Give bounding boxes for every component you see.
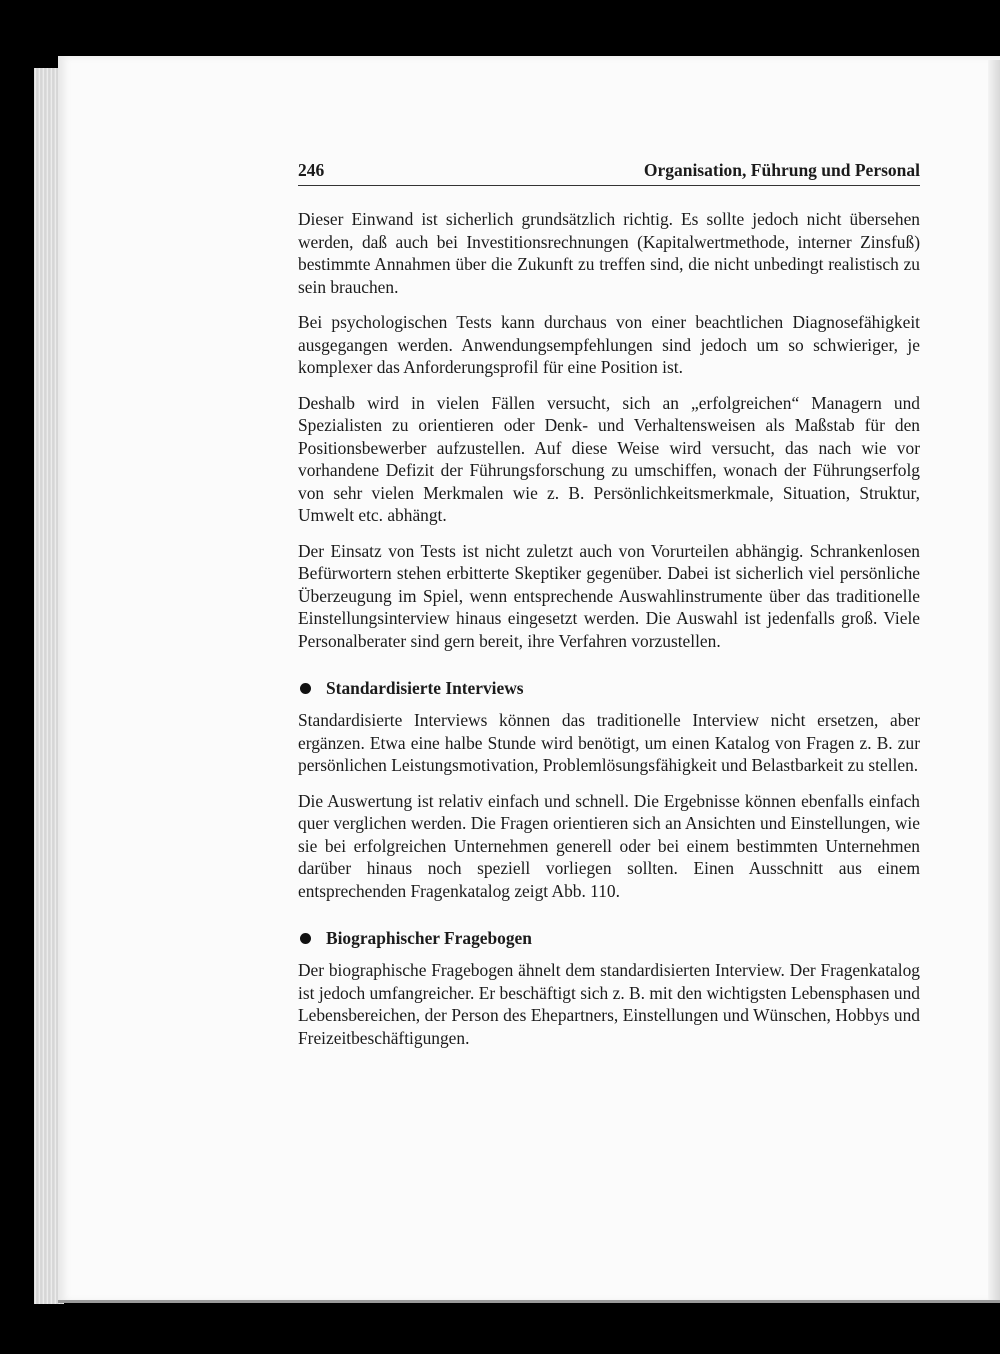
bullet-icon bbox=[300, 683, 311, 694]
section-heading-fragebogen bbox=[298, 928, 920, 949]
page-number: 246 bbox=[298, 160, 325, 180]
paragraph: Dieser Einwand ist sicherlich grundsätzlich richtig. Es sollte jedoch nicht übersehen werden, daß auch bei Investitionsrechnungen (Kapitalwertmethode, interner Zinsfuß) bestimmte Annahmen über die Zukunft zu treffen sind, die nicht unbedingt realistisch zu sein brauchen. bbox=[298, 209, 920, 297]
section-heading-text: Biographischer Fragebogen bbox=[326, 928, 532, 948]
paragraph: Der biographische Fragebogen ähnelt dem standardisierten Interview. Der Fragenkatalog ist jedoch umfangreicher. Er beschäftigt sich z. B. mit den wichtigsten Lebensphasen und Lebensbereichen, der Person des Ehepartners, Einstellungen und Wünschen, Hobbys und Freizeitbeschäftigungen. bbox=[298, 960, 920, 1048]
page-content bbox=[298, 160, 920, 1062]
paragraph: Der Einsatz von Tests ist nicht zuletzt auch von Vorurteilen abhängig. Schrankenlosen Befürwortern stehen erbitterte Skeptiker gegenüber. Dabei ist sicherlich viel persönliche Überzeugung im Spiel, wenn entsprechende Auswahlinstrumente über das traditionelle Einstellungsinterview hinaus eingesetzt werden. Die Auswahl ist jedenfalls groß. Viele Personalberater sind gern bereit, ihre Verfahren vorzustellen. bbox=[298, 540, 920, 651]
bullet-icon bbox=[300, 933, 311, 944]
paragraph: Bei psychologischen Tests kann durchaus von einer beachtlichen Diagnosefähigkeit ausgegangen werden. Anwendungsempfehlungen sind jedoch um so schwieriger, je komplexer das Anforderungsprofil für eine Position ist. bbox=[298, 312, 920, 377]
section-heading-text: Standardisierte Interviews bbox=[326, 678, 524, 698]
section-heading-interviews bbox=[298, 678, 920, 699]
running-title: Organisation, Führung und Personal bbox=[643, 160, 920, 180]
paragraph: Deshalb wird in vielen Fällen versucht, sich an „erfolgreichen“ Managern und Spezialisten zu orientieren oder Denk- und Verhaltensweisen als Maßstab für den Positionsbewerber aufzustellen. Auf diese Weise wird versucht, das nach wie vor vorhandene Defizit der Führungsforschung zu umschiffen, wonach der Führungserfolg von sehr vielen Merkmalen wie z. B. Persönlichkeitsmerkmale, Situation, Struktur, Umwelt etc. abhängt. bbox=[298, 392, 920, 525]
paragraph: Die Auswertung ist relativ einfach und schnell. Die Ergebnisse können ebenfalls einfach quer verglichen werden. Die Fragen orientieren sich an Ansichten und Einstellungen, wie sie bei erfolgreichen Unternehmen generell oder bei einem bestimmten Unternehmen darüber hinaus noch speziell vorliegen sollten. Einen Ausschnitt aus einem entsprechenden Fragenkatalog zeigt Abb. 110. bbox=[298, 790, 920, 901]
paragraph: Standardisierte Interviews können das traditionelle Interview nicht ersetzen, aber ergänzen. Etwa eine halbe Stunde wird benötigt, um einen Katalog von Fragen z. B. zur persönlichen Leistungsmotivation, Problemlösungsfähigkeit und Belastbarkeit zu stellen. bbox=[298, 710, 920, 775]
page-bottom-edge bbox=[58, 1300, 1000, 1303]
facing-page-edge bbox=[988, 60, 1000, 1300]
running-header bbox=[298, 160, 920, 186]
